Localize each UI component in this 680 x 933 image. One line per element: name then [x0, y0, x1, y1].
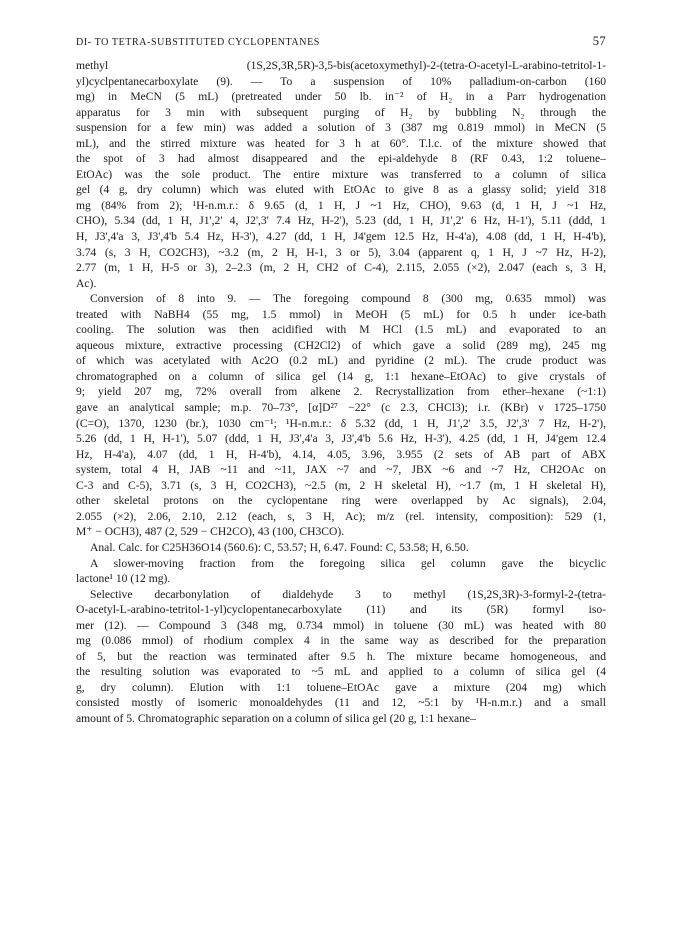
- text-line: Hz, H-4'a), 4.07 (dd, 1 H, H-4'b), 4.14, 4.05, 3.96, 3.955 (2 sets of AB part of ABX: [76, 447, 606, 461]
- text-line: gave an analytical sample; m.p. 70–73°, [α]D²⁷ −22° (c 2.3, CHCl3); i.r. (KBr) ν 1725–1750: [76, 401, 606, 415]
- text-line: amount of 5. Chromatographic separation on a column of silica gel (20 g, 1:1 hexane–: [76, 711, 476, 725]
- text-line: 3.74 (s, 3 H, CO2CH3), ~3.2 (m, 2 H, H-1, 3 or 5), 3.04 (apparent q, 1 H, J ~7 Hz, H-2),: [76, 245, 606, 259]
- text-line: mg (84% from 2); ¹H-n.m.r.: δ 9.65 (d, 1 H, J ~1 Hz, CHO), 9.63 (d, 1 H, J ~1 Hz,: [76, 198, 606, 212]
- running-head: [76, 34, 606, 58]
- text-line: methyl (1S,2S,3R,5R)-3,5-bis(acetoxymethyl)-2-(tetra-O-acetyl-L-arabino-tetritol-1-: [76, 59, 606, 72]
- text-line: 2.77 (m, 1 H, H-5 or 3), 2–2.3 (m, 2 H, CH2 of C-4), 2.115, 2.055 (×2), 2.047 (each s, 3 H,: [76, 261, 606, 275]
- text-line: gel (4 g, dry column) which was eluted with EtOAc to give 8 as a glassy solid; yield 318: [76, 183, 606, 197]
- text-line: M⁺ − OCH3), 487 (2, 529 − CH2CO), 43 (100, CH3CO).: [76, 525, 345, 539]
- text-line: suspension for a few min) was added a solution of 3 (387 mg 0.819 mmol) in MeCN (5: [76, 121, 606, 135]
- text-line: cooling. The solution was then acidified with M HCl (1.5 mL) and evaporated to an: [76, 323, 606, 337]
- text-line: Ac).: [76, 276, 97, 290]
- text-line: 2.055 (×2), 2.06, 2.10, 2.12 (each, s, 3 H, Ac); m/z (rel. intensity, composition): 529 (1,: [76, 509, 606, 523]
- text-line: yl)cyclpentanecarboxylate (9). — To a suspension of 10% palladium-on-carbon (160: [76, 74, 606, 88]
- text-line: mL), and the stirred mixture was heated for 3 h at 60°. T.l.c. of the mixture showed that: [76, 136, 606, 150]
- paragraph: [76, 556, 606, 587]
- paragraph: [76, 58, 606, 291]
- text-line: Anal. Calc. for C25H36O14 (560.6): C, 53.57; H, 6.47. Found: C, 53.58; H, 6.50.: [90, 540, 469, 554]
- text-line: chromatographed on a column of silica gel (14 g, 1:1 hexane–EtOAc) to give crystals of: [76, 369, 606, 383]
- text-line: A slower-moving fraction from the foregoing silica gel column gave the bicyclic: [90, 556, 606, 570]
- body-text: [76, 58, 606, 727]
- text-line: consisted mostly of isomeric monoaldehydes (11 and 12, ~5:1 by ¹H-n.m.r.) and a small: [76, 696, 606, 710]
- text-line: lactone¹ 10 (12 mg).: [76, 572, 171, 586]
- text-line: aqueous mixture, extractive processing (CH2Cl2) of which gave a solid (289 mg), 245 mg: [76, 338, 606, 352]
- running-title: DI- TO TETRA-SUBSTITUTED CYCLOPENTANES: [76, 37, 320, 48]
- text-line: H, J3',4'a 3, J3',4'b 5.4 Hz, H-3'), 4.27 (dd, 1 H, J4'gem 12.5 Hz, H-4'a), 4.08 (dd, 1 H, H-4'b),: [76, 230, 606, 244]
- text-line: the spot of 3 had almost disappeared and the epi-aldehyde 8 (RF 0.43, 1:2 toluene–: [76, 152, 606, 166]
- text-line: mer (12). — Compound 3 (348 mg, 0.734 mmol) in toluene (30 mL) was heated with 80: [76, 618, 606, 632]
- text-line: 9; yield 207 mg, 72% overall from alkene 2. Recrystallization from ether–hexane (~1:1): [76, 385, 606, 399]
- text-line: other skeletal protons on the cyclopentane ring were overlapped by Ac signals), 2.04,: [76, 494, 606, 508]
- text-line: system, total 4 H, JAB ~11 and ~11, JAX ~7 and ~7, JBX ~6 and ~7 Hz, CH2OAc on: [76, 463, 606, 477]
- text-line: Conversion of 8 into 9. — The foregoing compound 8 (300 mg, 0.635 mmol) was: [90, 292, 606, 306]
- text-line: apparatus for 3 min with subsequent purging of H₂ by bubbling N₂ through the: [76, 105, 606, 119]
- text-line: 5.26 (dd, 1 H, H-1'), 5.07 (ddd, 1 H, J3',4'a 3, J3',4'b 5.6 Hz, H-3'), 4.25 (dd, 1 H, J4'gem 12.4: [76, 432, 606, 446]
- text-line: O-acetyl-L-arabino-tetritol-1-yl)cyclopentanecarboxylate (11) and its (5R) formyl iso-: [76, 603, 606, 617]
- paragraph: [76, 540, 606, 556]
- text-line: mg) in MeCN (5 mL) (pretreated under 50 lb. in⁻² of H₂ in a Parr hydrogenation: [76, 90, 606, 104]
- text-line: the resulting solution was evaporated to ~5 mL and applied to a column of silica gel (4: [76, 665, 606, 679]
- text-line: (C=O), 1370, 1230 (br.), 1030 cm⁻¹; ¹H-n.m.r.: δ 5.32 (dd, 1 H, J1',2' 3.5, J2',3' 7 Hz, H-2'),: [76, 416, 606, 430]
- paragraph: [76, 291, 606, 540]
- text-line: treated with NaBH4 (55 mg, 1.5 mmol) in MeOH (5 mL) for 0.5 h under ice-bath: [76, 307, 606, 321]
- page-number: 57: [592, 34, 606, 48]
- text-line: of 5, but the reaction was terminated after 9.5 h. The mixture became homogeneous, and: [76, 649, 606, 663]
- text-line: C-3 and C-5), 3.71 (s, 3 H, CO2CH3), ~2.5 (m, 2 H skeletal H), ~1.7 (m, 1 H skeletal H),: [76, 478, 606, 492]
- text-line: mg (0.086 mmol) of rhodium complex 4 in the same way as described for the preparation: [76, 634, 606, 648]
- text-line: Selective decarbonylation of dialdehyde 3 to methyl (1S,2S,3R)-3-formyl-2-(tetra-: [90, 587, 606, 601]
- paragraph: [76, 587, 606, 727]
- text-line: of which was acetylated with Ac2O (0.2 mL) and pyridine (2 mL). The crude product was: [76, 354, 606, 368]
- text-line: EtOAc) was the sole product. The entire mixture was transferred to a column of silica: [76, 167, 606, 181]
- text-line: CHO), 5.34 (dd, 1 H, J1',2' 4, J2',3' 7.4 Hz, H-2'), 5.23 (dd, 1 H, J1',2' 6 Hz, H-1'), 5.11 (ddd, 1: [76, 214, 606, 228]
- journal-page: [76, 34, 606, 727]
- text-line: g, dry column). Elution with 1:1 toluene–EtOAc gave a mixture (204 mg) which: [76, 680, 606, 694]
